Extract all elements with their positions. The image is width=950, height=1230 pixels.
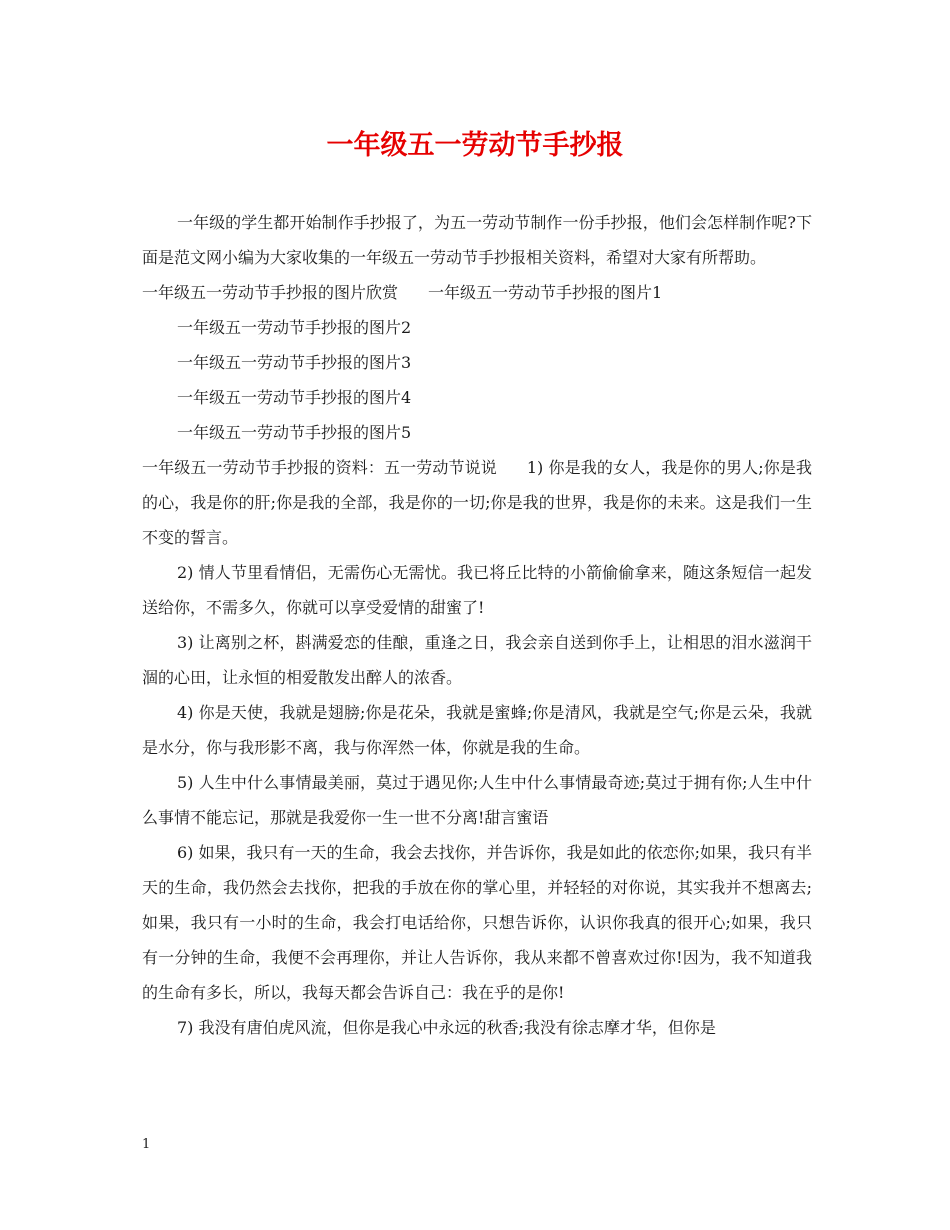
gallery-heading: 一年级五一劳动节手抄报的图片欣赏: [142, 283, 399, 302]
resource-heading: 一年级五一劳动节手抄报的资料：五一劳动节说说: [142, 458, 497, 477]
saying-7: 7) 我没有唐伯虎风流，但你是我心中永远的秋香;我没有徐志摩才华，但你是: [177, 1018, 716, 1037]
saying-6: 6) 如果，我只有一天的生命，我会去找你，并告诉你，我是如此的依恋你;如果，我只有半天的生命，我仍然会去找你，把我的手放在你的掌心里，并轻轻的对你说，其实我并不想离去;如果，我只有一小时的生命，我会打电话给你，只想告诉你，认识你我真的很开心;如果，我只有一分钟的生命，我便不会再理你，并让人告诉你，我从来都不曾喜欢过你!因为，我不知道我的生命有多长，所以，我每天都会告诉自己：我在乎的是你!: [142, 843, 812, 1002]
image-caption-4: 一年级五一劳动节手抄报的图片4: [177, 388, 412, 407]
page-title: 一年级五一劳动节手抄报: [326, 130, 624, 161]
page-number: 1: [142, 1137, 151, 1152]
resource-paragraph: [142, 450, 812, 555]
saying-5: 5) 人生中什么事情最美丽，莫过于遇见你;人生中什么事情最奇迹;莫过于拥有你;人生中什么事情不能忘记，那就是我爱你一生一世不分离!甜言蜜语: [142, 773, 812, 827]
saying-1: 1) 你是我的女人，我是你的男人;你是我的心，我是你的肝;你是我的全部，我是你的一切;你是我的世界，我是你的未来。这是我们一生不变的誓言。: [142, 458, 812, 547]
saying-3: 3) 让离别之杯，斟满爱恋的佳酿，重逢之日，我会亲自送到你手上，让相思的泪水滋润干涸的心田，让永恒的相爱散发出醉人的浓香。: [142, 633, 812, 687]
image-caption-1: 一年级五一劳动节手抄报的图片1: [428, 283, 663, 302]
gallery-line: [142, 275, 812, 310]
image-caption-2: 一年级五一劳动节手抄报的图片2: [177, 318, 412, 337]
image-caption-5: 一年级五一劳动节手抄报的图片5: [177, 423, 412, 442]
image-caption-3: 一年级五一劳动节手抄报的图片3: [177, 353, 412, 372]
intro-paragraph: 一年级的学生都开始制作手抄报了，为五一劳动节制作一份手抄报，他们会怎样制作呢?下面是范文网小编为大家收集的一年级五一劳动节手抄报相关资料，希望对大家有所帮助。: [142, 213, 812, 267]
saying-4: 4) 你是天使，我就是翅膀;你是花朵，我就是蜜蜂;你是清风，我就是空气;你是云朵，我就是水分，你与我形影不离，我与你浑然一体，你就是我的生命。: [142, 703, 812, 757]
saying-2: 2) 情人节里看情侣，无需伤心无需忧。我已将丘比特的小箭偷偷拿来，随这条短信一起发送给你，不需多久，你就可以享受爱情的甜蜜了!: [142, 563, 812, 617]
document-body: [142, 205, 812, 1045]
